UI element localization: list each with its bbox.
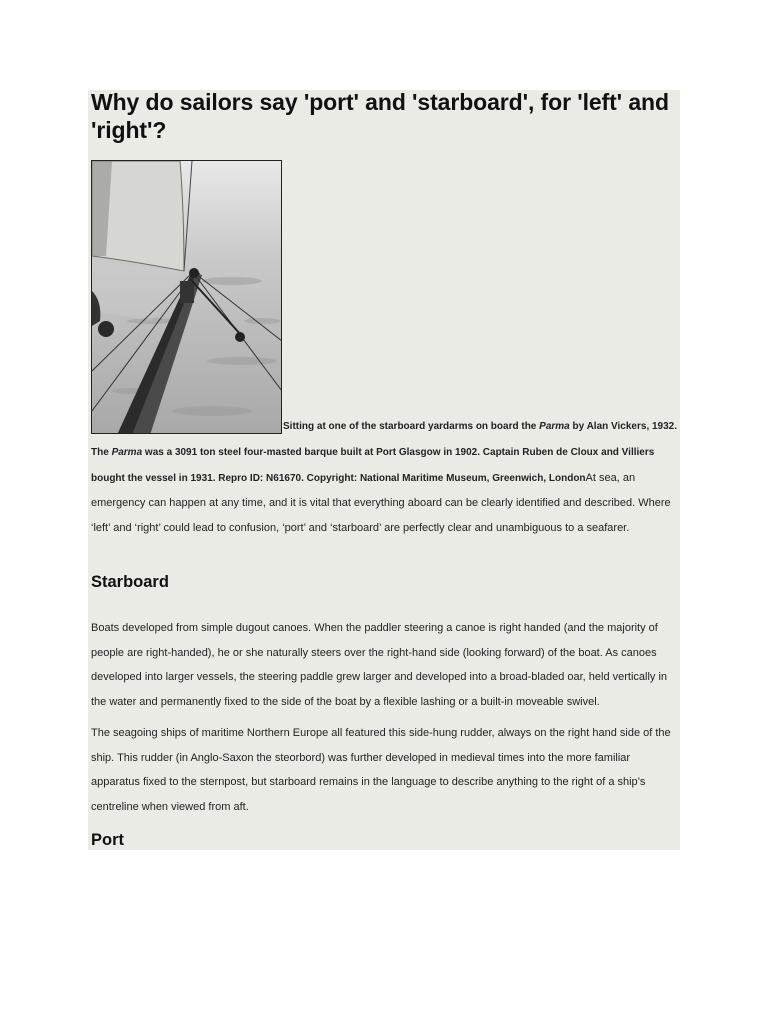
image-caption: The Parma was a 3091 ton steel four-masted barque built at Port Glasgow in 1902. Captain Ruben de Cloux and Villiers bought the vessel in 1931. Repro ID: N61670. Copyright: National Maritime Museum, Greenwich, London <box>91 447 655 484</box>
starboard-paragraph-2: The seagoing ships of maritime Northern Europe all featured this side-hung rudder, always on the right hand side of the ship. This rudder (in Anglo-Saxon the steorbord) was further developed in medieval times into the more familiar apparatus fixed to the sternpost, but starboard remains in the language to describe anything to the right of a ship’s centreline when viewed from aft. <box>91 727 671 813</box>
article-title: Why do sailors say 'port' and 'starboard', for 'left' and 'right'? <box>91 89 669 143</box>
intro-text: At sea, an emergency can happen at any time, and it is vital that everything aboard can be clearly identified and described. Where ‘left’ and ‘right’ could lead to confusion, ‘port’ and ‘starboard’ are perfectly clear and unambiguous to a seafarer. <box>91 471 671 534</box>
caption-and-intro <box>91 440 677 540</box>
heading-port: Port <box>91 831 124 849</box>
ship-photo <box>91 160 282 434</box>
starboard-paragraph-1: Boats developed from simple dugout canoes. When the paddler steering a canoe is right handed (and the majority of people are right-handed), he or she naturally steers over the right-hand side (looking forward) of the boat. As canoes developed into larger vessels, the steering paddle grew larger and developed into a broad-bladed oar, held vertically in the water and permanently fixed to the side of the boat by a flexible lashing or a built-in moveable swivel. <box>91 622 668 708</box>
ship-yardarm-image <box>92 161 282 434</box>
caption-line-1: Sitting at one of the starboard yardarms on board the Parma by Alan Vickers, 1932. <box>283 421 678 432</box>
heading-starboard: Starboard <box>91 573 169 591</box>
